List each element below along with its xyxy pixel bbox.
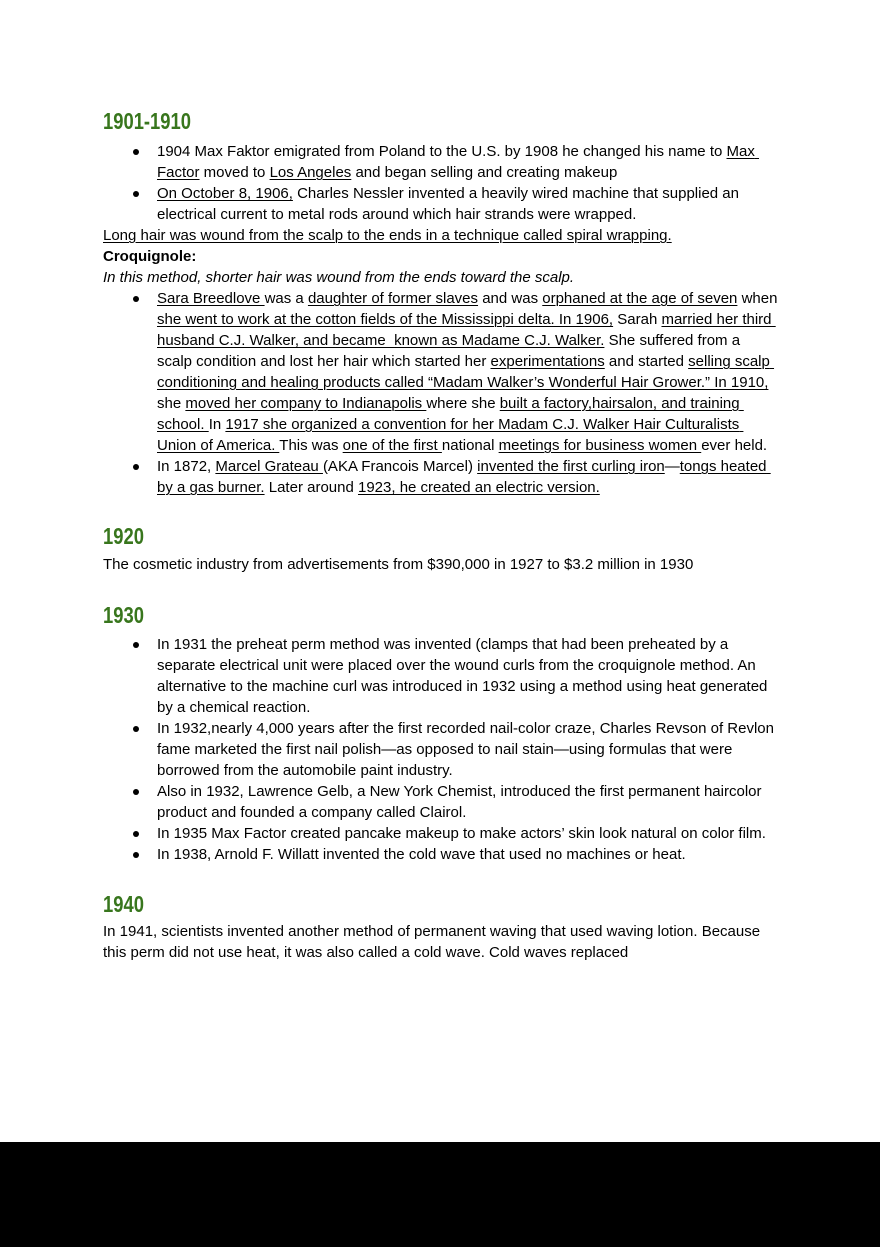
text-segment: and began selling and creating makeup <box>351 164 618 181</box>
text-segment: and started <box>604 353 689 370</box>
bullet-text <box>157 844 779 865</box>
text-segment: In 1931 the preheat perm method was invented (clamps that had been preheated by a separate electrical unit were placed over the wound curls from the croquignole method. An alternative to the machine curl was introduced in 1932 using a method using heat generated by a chemical reaction. <box>157 636 772 716</box>
text-segment: she went to work at the cotton fields of the Mississippi delta. In 1906, <box>157 311 614 328</box>
text-segment: 1923, he created an electric version. <box>357 479 600 496</box>
bullet-dot <box>133 191 139 197</box>
text-segment: Max Factor <box>157 143 760 181</box>
document-page <box>103 0 782 963</box>
text-segment: Charles Nessler invented a heavily wired machine that supplied an electrical current to metal rods around which hair strands were wrapped. <box>157 185 744 223</box>
text-segment: In 1935 Max Factor created pancake makeup to make actors’ skin look natural on color film. <box>157 825 766 842</box>
bullet-text <box>157 288 782 456</box>
text-segment: In 1932,nearly 4,000 years after the first recorded nail-color craze, Charles Revson of Revlon fame marketed the first nail polish—as opposed to nail stain—using formulas that were borrowed from the automobile paint industry. <box>157 720 779 779</box>
section-heading-1930: 1930 <box>103 602 144 628</box>
text-segment: In this method, shorter hair was wound from the ends toward the scalp. <box>103 269 575 286</box>
text-segment: where she <box>426 395 500 412</box>
bullet-item <box>103 844 779 865</box>
bullet-text <box>157 823 779 844</box>
bullet-text <box>157 634 779 718</box>
text-segment: was a <box>264 290 308 307</box>
text-segment: tongs heated by a gas burner. <box>157 458 771 496</box>
text-segment: This was <box>279 437 343 454</box>
text-segment: Sara Breedlove <box>157 290 265 307</box>
text-segment: ever held. <box>701 437 768 454</box>
text-segment: national <box>441 437 499 454</box>
text-segment: one of the first <box>342 437 442 454</box>
bullet-text <box>157 183 779 225</box>
text-segment: married her third husband C.J. Walker, and became known as Madame C.J. Walker. <box>157 311 776 349</box>
bullet-item <box>103 634 779 718</box>
section-heading-1901-1910: 1901-1910 <box>103 108 191 134</box>
text-segment: selling scalp conditioning and healing products called “Madam Walker’s Wonderful Hair Grower.” In 1910, <box>157 353 775 391</box>
text-segment: In <box>208 416 226 433</box>
section-heading-1920: 1920 <box>103 523 144 549</box>
bullet-item <box>103 456 779 498</box>
text-segment: experimentations <box>490 353 605 370</box>
text-segment: Sarah <box>613 311 662 328</box>
bullet-dot <box>133 789 139 795</box>
bullet-dot <box>133 464 139 470</box>
text-segment: 1917 she organized a convention for her Madam C.J. Walker Hair Culturalists Union of America. <box>157 416 744 454</box>
bullet-item <box>103 781 779 823</box>
bullet-item <box>103 288 782 456</box>
bullet-dot <box>133 726 139 732</box>
bottom-black-bar <box>0 1142 880 1247</box>
text-segment: and was <box>478 290 543 307</box>
text-segment: moved her company to Indianapolis <box>185 395 427 412</box>
text-segment: In 1938, Arnold F. Willatt invented the cold wave that used no machines or heat. <box>157 846 686 863</box>
text-segment: In 1872, <box>157 458 216 475</box>
text-segment: Long hair was wound from the scalp to the ends in a technique called spiral wrapping. <box>103 227 672 244</box>
text-segment: (AKA Francois Marcel) <box>322 458 478 475</box>
text-segment: In 1941, scientists invented another method of permanent waving that used waving lotion. Because this perm did not use heat, it was also called a cold wave. Cold waves replaced <box>103 923 765 961</box>
text-segment: meetings for business women <box>498 437 702 454</box>
text-segment: She suffered from a scalp condition and lost her hair which started her <box>157 332 745 370</box>
paragraph <box>103 225 779 246</box>
section-heading-1940: 1940 <box>103 891 144 917</box>
paragraph <box>103 554 779 575</box>
text-segment: Marcel Grateau <box>215 458 323 475</box>
bullet-dot <box>133 296 139 302</box>
text-segment: 1904 Max Faktor emigrated from Poland to the U.S. by 1908 he changed his name to <box>157 143 727 160</box>
text-segment: invented the first curling iron <box>477 458 665 475</box>
text-segment: On October 8, 1906, <box>157 185 293 202</box>
bullet-item <box>103 183 779 225</box>
text-segment: Croquignole: <box>103 248 197 265</box>
text-segment: Los Angeles <box>269 164 352 181</box>
paragraph <box>103 246 779 267</box>
text-segment: The cosmetic industry from advertisements from $390,000 in 1927 to $3.2 million in 1930 <box>103 556 694 573</box>
text-segment: she <box>157 374 773 412</box>
text-segment: Later around <box>264 479 358 496</box>
text-segment: daughter of former slaves <box>307 290 479 307</box>
text-segment: — <box>664 458 680 475</box>
bullet-dot <box>133 831 139 837</box>
text-segment: Also in 1932, Lawrence Gelb, a New York Chemist, introduced the first permanent haircolor product and founded a company called Clairol. <box>157 783 766 821</box>
bullet-text <box>157 718 779 781</box>
text-segment: built a factory,hairsalon, and training school. <box>157 395 744 433</box>
bullet-dot <box>133 852 139 858</box>
text-segment: orphaned at the age of seven <box>542 290 738 307</box>
text-segment: moved to <box>199 164 270 181</box>
text-segment: when <box>737 290 782 307</box>
bullet-text <box>157 141 779 183</box>
bullet-text <box>157 456 779 498</box>
bullet-dot <box>133 642 139 648</box>
bullet-dot <box>133 149 139 155</box>
bullet-item <box>103 823 779 844</box>
paragraph <box>103 267 779 288</box>
bullet-item <box>103 718 779 781</box>
bullet-item <box>103 141 779 183</box>
bullet-text <box>157 781 779 823</box>
paragraph <box>103 921 779 963</box>
